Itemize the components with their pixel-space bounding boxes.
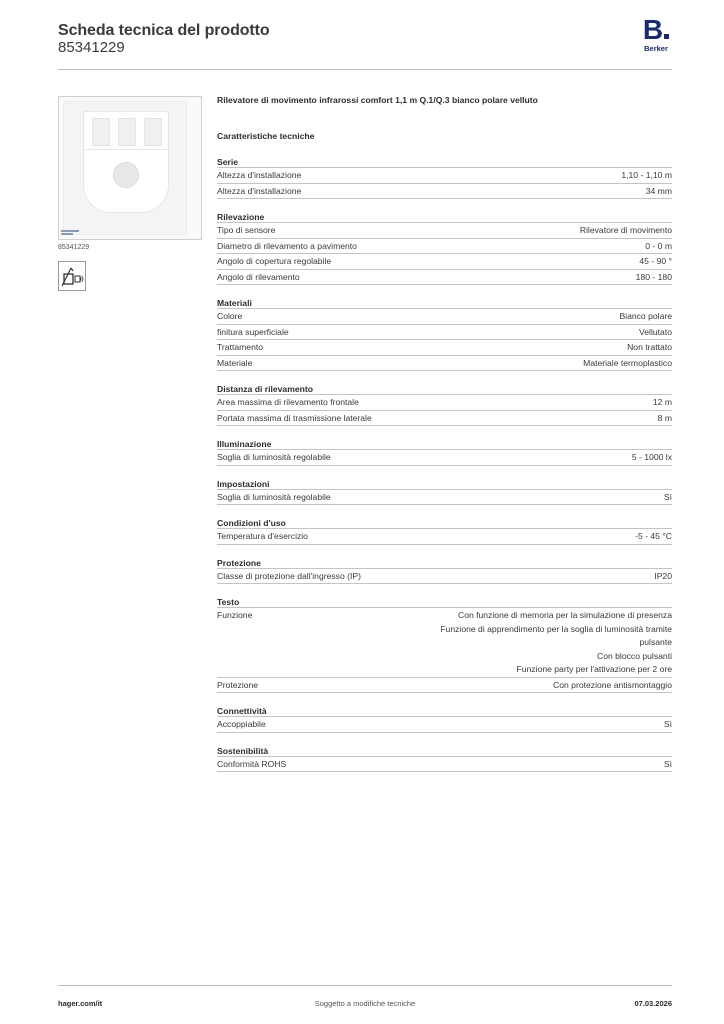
spec-row (217, 254, 672, 270)
footer-date: 07.03.2026 (634, 999, 672, 1008)
spec-value: Materiale termoplastico (583, 357, 672, 368)
spec-value: IP20 (654, 570, 672, 581)
spec-label: Portata massima di trasmissione laterale (217, 412, 372, 423)
spec-value (440, 609, 672, 677)
spec-value: Sì (663, 719, 672, 729)
spec-value: 34 mm (645, 185, 672, 196)
spec-row (217, 340, 672, 356)
spec-value: 1,10 - 1,10 m (621, 170, 672, 180)
spec-label: Accoppiabile (217, 719, 266, 729)
product-sidebar (58, 96, 202, 291)
spec-label: Diametro di rilevamento a pavimento (217, 240, 357, 251)
section-title: Condizioni d'uso (217, 517, 672, 529)
section-title: Connettività (217, 705, 672, 717)
spec-section (217, 745, 672, 773)
spec-value: 12 m (652, 397, 672, 407)
section-title: Testo (217, 596, 672, 608)
spec-row (217, 678, 672, 694)
spec-section (217, 211, 672, 285)
spec-label: Protezione (217, 679, 259, 690)
spec-value: Vellutato (639, 326, 672, 337)
spec-value: Con protezione antismontaggio (553, 679, 672, 690)
spec-label: Temperatura d'esercizio (217, 531, 308, 541)
spec-section (217, 557, 672, 585)
spec-row (217, 270, 672, 286)
spec-label: Soglia di luminosità regolabile (217, 491, 331, 502)
spec-value-line: Funzione di apprendimento per la soglia di luminosità tramite (440, 623, 672, 634)
technical-specifications (217, 95, 672, 772)
page-footer (58, 985, 672, 1015)
specification-sections (217, 156, 672, 772)
spec-row (217, 490, 672, 506)
product-sensor-body (83, 149, 169, 213)
spec-label: Angolo di rilevamento (217, 271, 300, 282)
spec-value: Sì (663, 758, 672, 769)
section-title: Protezione (217, 557, 672, 569)
section-title: Serie (217, 156, 672, 168)
spec-label: Colore (217, 311, 243, 321)
footer-notice: Soggetto a modifiche tecniche (314, 999, 416, 1008)
section-title: Distanza di rilevamento (217, 383, 672, 395)
section-title: Rilevazione (217, 211, 672, 223)
spec-section (217, 517, 672, 545)
product-number-heading: 85341229 (58, 39, 125, 56)
spec-label: Trattamento (217, 342, 264, 352)
spec-value-line: Con funzione di memoria per la simulazione di presenza (457, 610, 672, 620)
spec-row (217, 450, 672, 466)
spec-row (217, 529, 672, 545)
installation-pictogram-icon (58, 261, 86, 291)
product-code: 85341229 (58, 244, 90, 251)
spec-section (217, 478, 672, 506)
page-header (58, 14, 672, 70)
spec-value: 45 - 90 ° (639, 256, 672, 266)
spec-section (217, 297, 672, 371)
spec-value: 0 - 0 m (645, 240, 672, 251)
spec-label: Funzione (217, 610, 253, 620)
spec-value: 5 - 1000 lx (631, 452, 672, 462)
spec-row (217, 608, 672, 678)
page-title: Scheda tecnica del prodotto (58, 22, 270, 39)
spec-value: 8 m (657, 412, 672, 423)
logo-letter: B (642, 14, 664, 45)
scale-icon (61, 229, 79, 233)
spec-value: -5 - 45 °C (635, 531, 672, 541)
spec-row (217, 717, 672, 733)
spec-section (217, 705, 672, 733)
spec-row (217, 309, 672, 325)
spec-section (217, 383, 672, 426)
spec-value: 180 - 180 (635, 271, 672, 282)
spec-label: Altezza d'installazione (217, 185, 302, 196)
spec-value-line: pulsante (639, 637, 672, 647)
spec-label: Soglia di luminosità regolabile (217, 452, 331, 462)
product-name: Rilevatore di movimento infrarossi comfort 1,1 m Q.1/Q.3 bianco polare velluto (217, 95, 538, 105)
footer-website: hager.com/it (58, 999, 103, 1008)
spec-row (217, 325, 672, 341)
spec-section (217, 438, 672, 466)
spec-row (217, 356, 672, 372)
spec-label: Angolo di copertura regolabile (217, 256, 332, 266)
spec-row (217, 569, 672, 585)
spec-value: Rilevatore di movimento (579, 225, 672, 235)
spec-label: Classe di protezione dall'ingresso (IP) (217, 570, 361, 581)
spec-row (217, 757, 672, 773)
logo-text: Berker (644, 44, 668, 53)
spec-label: Area massima di rilevamento frontale (217, 397, 359, 407)
spec-value: Non trattato (627, 342, 672, 352)
sensor-lens (113, 162, 139, 188)
spec-row (217, 223, 672, 239)
spec-section (217, 596, 672, 693)
product-cover-plate (63, 101, 187, 235)
spec-value-line: Con blocco pulsanti (596, 650, 672, 661)
spec-row (217, 168, 672, 184)
product-image (58, 96, 202, 240)
spec-value: Bianco polare (619, 311, 672, 321)
specifications-heading: Caratteristiche tecniche (217, 131, 315, 141)
spec-label: Conformità ROHS (217, 758, 287, 769)
section-title: Impostazioni (217, 478, 672, 490)
section-title: Materiali (217, 297, 672, 309)
spec-label: Materiale (217, 357, 253, 368)
spec-label: finitura superficiale (217, 326, 289, 337)
section-title: Sostenibilità (217, 745, 672, 757)
spec-value: Sì (663, 491, 672, 502)
spec-row (217, 184, 672, 200)
spec-row (217, 395, 672, 411)
spec-row (217, 411, 672, 427)
spec-label: Altezza d'installazione (217, 170, 302, 180)
spec-label: Tipo di sensore (217, 225, 276, 235)
spec-section (217, 156, 672, 199)
spec-value-line: Funzione party per l'attivazione per 2 ore (516, 664, 672, 674)
product-sensor-head (83, 111, 169, 151)
spec-row (217, 239, 672, 255)
logo-mark (640, 16, 672, 44)
section-title: Illuminazione (217, 438, 672, 450)
berker-logo (640, 16, 672, 52)
